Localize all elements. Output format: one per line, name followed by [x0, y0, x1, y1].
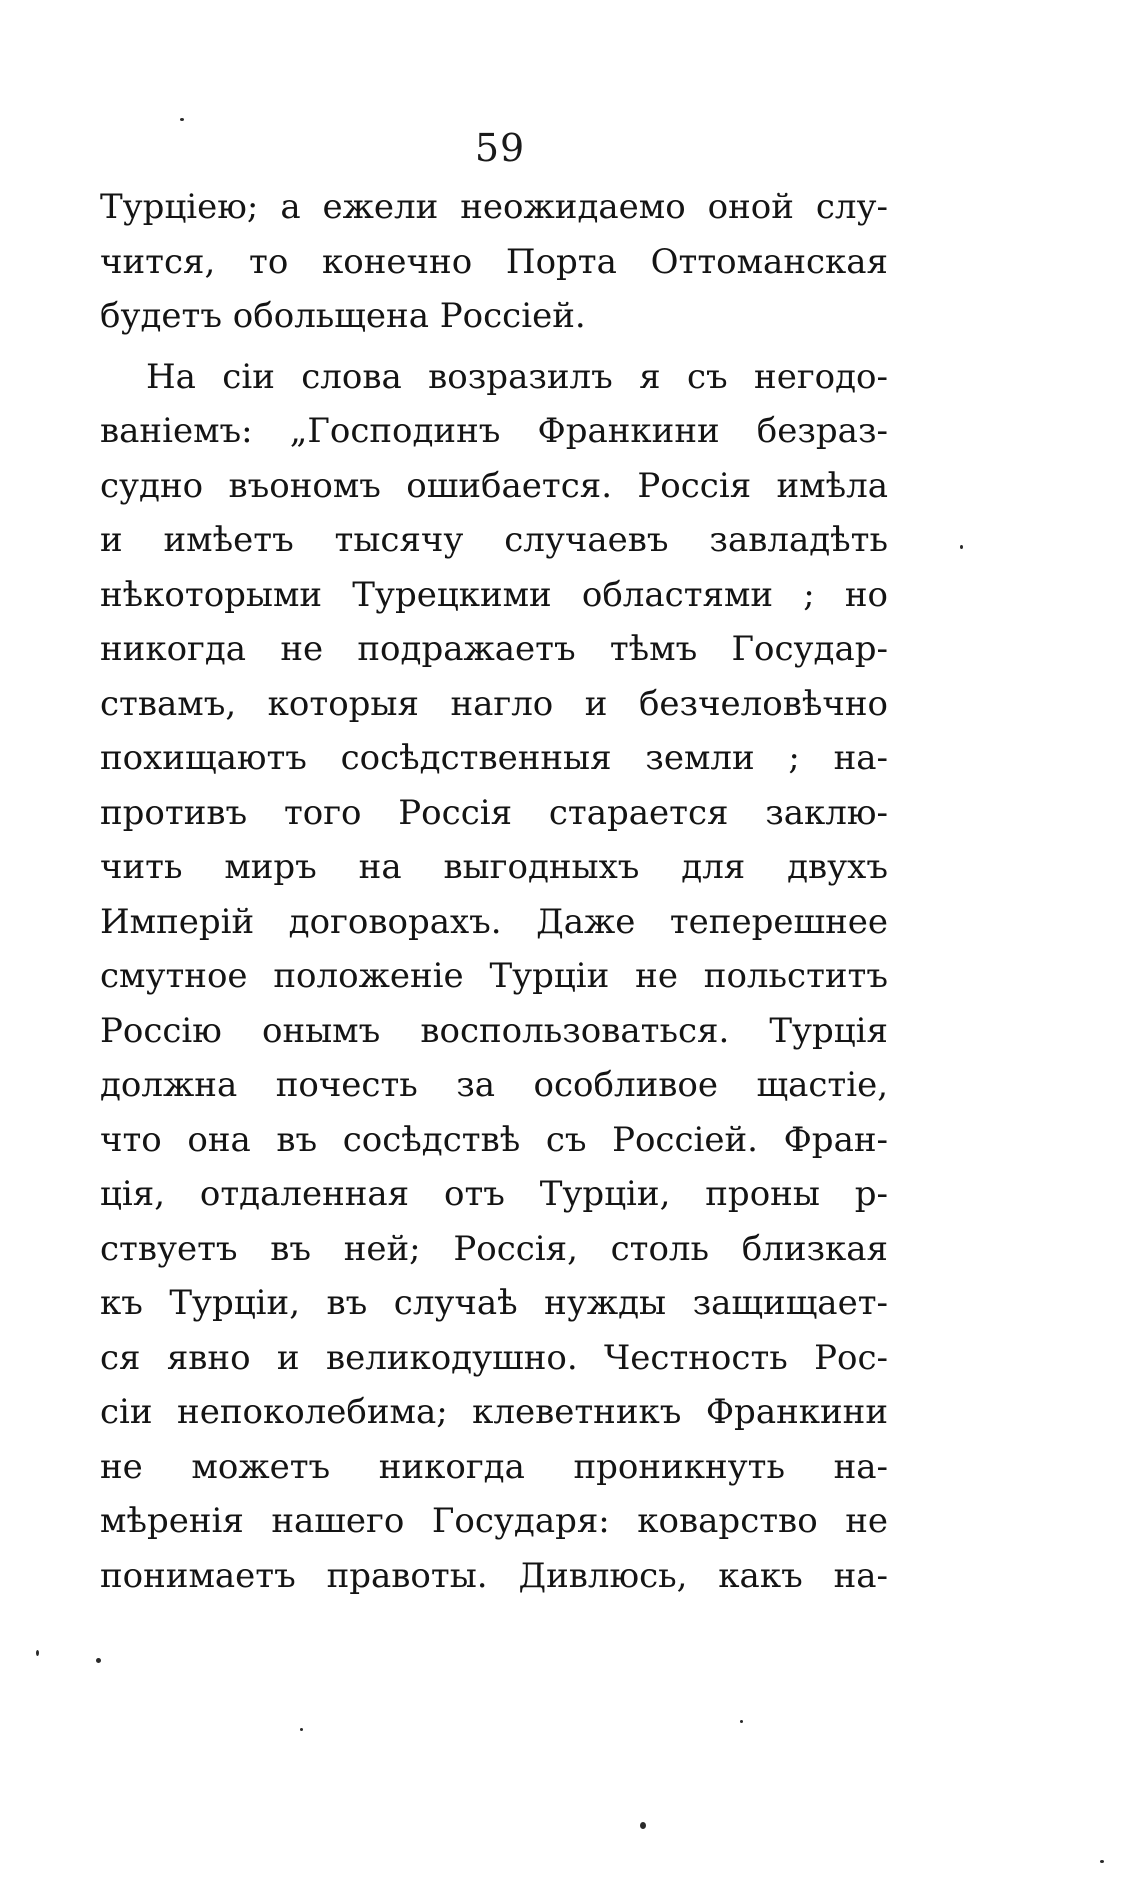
scan-speck — [96, 1658, 101, 1663]
text-line: понимаетъ правоты. Дивлюсь, какъ на- — [100, 1555, 888, 1596]
text-line: Турціею; а ежели неожидаемо оной слу- — [100, 187, 888, 227]
text-line: похищаютъ сосѣдственныя земли ; на- — [100, 738, 888, 778]
text-line: ствуетъ въ ней; Россія, столь близкая — [100, 1228, 888, 1269]
text-line: нѣкоторыми Турецкими областями ; но — [100, 574, 888, 615]
scan-speck — [180, 118, 184, 121]
text-line: мѣренія нашего Государя: коварство не — [100, 1501, 888, 1541]
text-line: Имперій договорахъ. Даже теперешнее — [100, 901, 888, 942]
scan-speck — [740, 1720, 743, 1723]
scan-speck — [1100, 1860, 1104, 1863]
text-line: Россію онымъ воспользоваться. Турція — [100, 1010, 888, 1051]
scan-speck — [960, 545, 963, 549]
text-line: будетъ обольщена Россіей. — [100, 296, 586, 336]
text-line: не можетъ никогда проникнуть на- — [100, 1446, 888, 1487]
body-text — [100, 180, 888, 1603]
text-line: ствамъ, которыя нагло и безчеловѣчно — [100, 683, 888, 724]
text-line: сіи непоколебима; клеветникъ Франкини — [100, 1392, 888, 1432]
text-line: ція, отдаленная отъ Турціи, проны р- — [100, 1174, 888, 1214]
scan-speck — [36, 1650, 39, 1656]
text-line: чится, то конечно Порта Оттоманская — [100, 241, 888, 282]
text-line: судно въономъ ошибается. Россія имѣла — [100, 465, 888, 506]
text-line: и имѣетъ тысячу случаевъ завладѣть — [100, 520, 888, 560]
text-line: смутное положеніе Турціи не польститъ — [100, 956, 888, 996]
text-line: никогда не подражаетъ тѣмъ Государ- — [100, 629, 888, 669]
scan-speck — [300, 1728, 303, 1731]
text-line: что она въ сосѣдствѣ съ Россіей. Фран- — [100, 1119, 888, 1160]
text-line: На сіи слова возразилъ я съ негодо- — [146, 356, 888, 397]
text-line: къ Турціи, въ случаѣ нужды защищает- — [100, 1283, 888, 1323]
text-line: чить миръ на выгодныхъ для двухъ — [100, 847, 888, 887]
text-line: должна почесть за особливое щастіе, — [100, 1065, 888, 1105]
text-line: ся явно и великодушно. Честность Рос- — [100, 1337, 888, 1378]
text-line: противъ того Россія старается заклю- — [100, 792, 888, 833]
text-line: ваніемъ: „Господинъ Франкини безраз- — [100, 411, 888, 451]
scan-speck — [640, 1822, 646, 1829]
page-number: 59 — [474, 126, 526, 170]
